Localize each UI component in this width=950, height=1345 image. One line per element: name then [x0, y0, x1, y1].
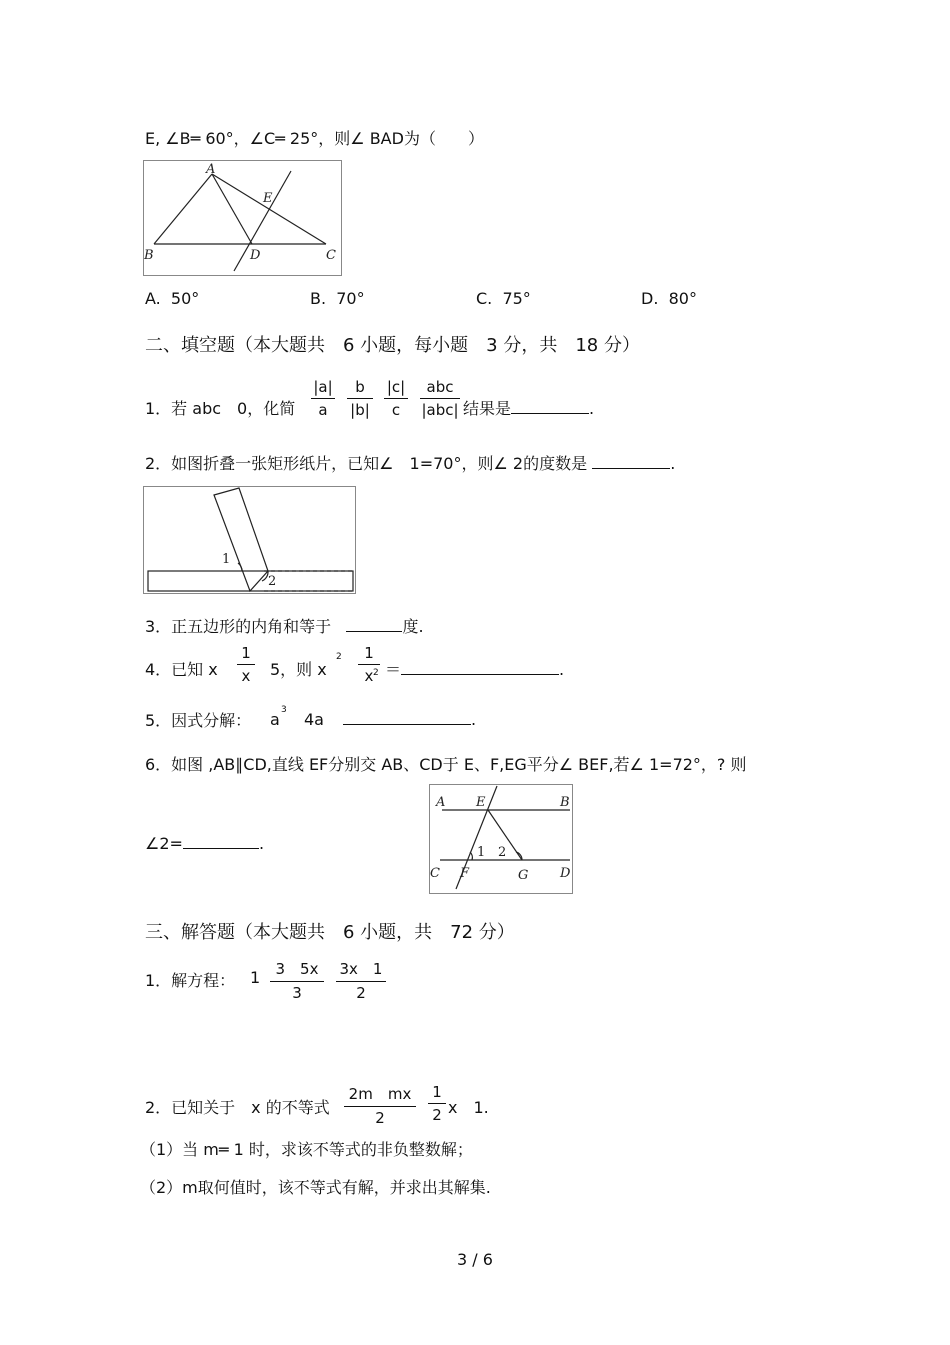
- s2-q6-text: 6．如图 ,AB∥CD,直线 EF分别交 AB、CD于 E、F,EG平分∠ BEF,若∠ 1=72°，? 则: [145, 755, 747, 774]
- s3-q1-frac1: $\frac{3 5x}{3}$: [270, 958, 324, 1002]
- angle-1-label: 1: [477, 845, 486, 860]
- label-f: F: [460, 866, 470, 881]
- s2-q4-prefix: 4．已知 x: [145, 660, 218, 679]
- s3-q2-sub2: （2）m取何值时，该不等式有解，并求出其解集.: [140, 1178, 491, 1197]
- label-c: C: [326, 248, 336, 263]
- s2-q4-tail: ＝ .: [385, 660, 565, 679]
- section3-title: 三、解答题（本大题共 6 小题，共 72 分）: [145, 922, 515, 943]
- s2-q1-suffix: 结果是 .: [463, 399, 595, 418]
- angle-1-label: 1: [222, 552, 231, 567]
- label-c: C: [430, 866, 440, 881]
- s2-q6-answer: ∠2= .: [145, 834, 265, 853]
- answer-blank[interactable]: [346, 617, 402, 632]
- segment-ad: [212, 174, 252, 244]
- s2-q4-mid: 5，则 x: [270, 660, 327, 679]
- s2-q4-exp: 2: [336, 652, 342, 662]
- s2-q4-frac2-exp: 2: [373, 668, 379, 678]
- label-e: E: [476, 795, 486, 810]
- s2-q5-tail: .: [343, 710, 476, 729]
- line-de: [234, 171, 291, 271]
- folded-flap: [214, 488, 268, 591]
- s2-q5-prefix: 5．因式分解：: [145, 711, 252, 730]
- folded-paper-figure: [143, 486, 356, 594]
- label-b: B: [560, 795, 570, 810]
- option-c[interactable]: C. 75°: [476, 289, 531, 308]
- s2-q4-frac2: $\frac{1}{x}$: [358, 644, 380, 685]
- s2-q2: 2．如图折叠一张矩形纸片，已知∠ 1=70°，则∠ 2的度数是 .: [145, 454, 676, 473]
- triangle-figure: [143, 160, 342, 276]
- label-b: B: [144, 248, 154, 263]
- s3-q1-prefix: 1．解方程：: [145, 971, 236, 990]
- label-a: A: [206, 162, 216, 177]
- angle-2-label: 2: [498, 845, 507, 860]
- answer-blank[interactable]: [343, 710, 471, 725]
- s2-q1-prefix: 1．若 abc 0，化简: [145, 399, 296, 418]
- s3-q2-sub1: （1）当 m═ 1 时，求该不等式的非负整数解；: [140, 1140, 473, 1159]
- angle-2-label: 2: [268, 574, 277, 589]
- s3-q1-one: 1: [250, 968, 261, 987]
- s2-q1-frac1: $\frac{|a|}{a}$: [311, 378, 335, 419]
- page-number: 3 / 6: [457, 1250, 493, 1269]
- answer-blank[interactable]: [401, 660, 559, 675]
- s2-q5-a: a: [270, 710, 280, 729]
- label-d: D: [250, 248, 261, 263]
- label-a: A: [436, 795, 446, 810]
- s2-q5-exp: 3: [281, 705, 287, 715]
- s2-q4-frac1: $\frac{1}{x}$: [237, 644, 255, 685]
- angle-1-arc: [470, 852, 472, 860]
- question-stem-tail: E, ∠B═ 60°，∠C═ 25°，则∠ BAD为（ ）: [145, 129, 484, 148]
- option-d[interactable]: D. 80°: [641, 289, 697, 308]
- option-b[interactable]: B. 70°: [310, 289, 365, 308]
- s3-q2-frac2: $\frac{1}{2}$: [428, 1083, 446, 1124]
- s3-q2-prefix: 2．已知关于 x 的不等式: [145, 1098, 330, 1117]
- s2-q1-frac3: $\frac{|c|}{c}$: [384, 378, 408, 419]
- s2-q1-frac4: abc |abc|: [421, 378, 459, 419]
- s3-q1-frac2: $\frac{3x 1}{2}$: [336, 958, 386, 1002]
- angle-1-arc: [238, 563, 242, 571]
- s2-q3: 3．正五边形的内角和等于 度.: [145, 617, 424, 636]
- label-e: E: [263, 191, 273, 206]
- label-d: D: [560, 866, 571, 881]
- s3-q2-frac1: $\frac{\text{2m mx}}{2}$: [344, 1083, 416, 1127]
- label-g: G: [518, 868, 529, 883]
- option-a[interactable]: A. 50°: [145, 289, 200, 308]
- answer-blank[interactable]: [183, 834, 259, 849]
- parallel-lines-figure: [429, 784, 573, 894]
- answer-blank[interactable]: [511, 399, 589, 414]
- s2-q1-frac2: $\frac{b}{|b|}$: [347, 378, 373, 419]
- answer-blank[interactable]: [592, 454, 670, 469]
- s2-q5-b: 4a: [304, 710, 324, 729]
- paper-strip: [148, 571, 353, 591]
- section2-title: 二、填空题（本大题共 6 小题，每小题 3 分，共 18 分）: [145, 335, 640, 356]
- s3-q2-tail: x 1.: [448, 1098, 489, 1117]
- segment-ab: [154, 174, 212, 244]
